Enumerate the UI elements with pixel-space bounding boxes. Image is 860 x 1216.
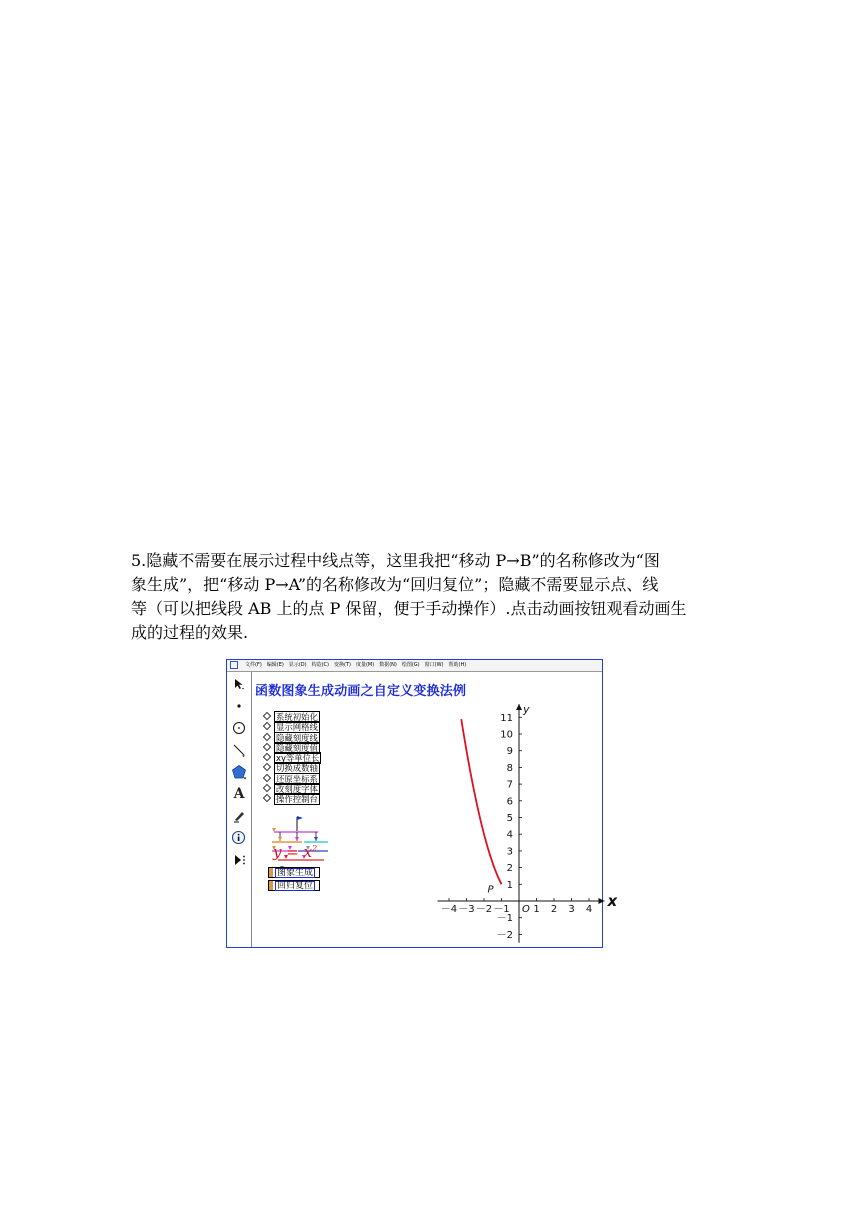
x-axis-arrow-icon xyxy=(599,898,605,904)
menu-number[interactable]: 数据(N) xyxy=(379,662,397,668)
y-tick-label: 3 xyxy=(506,846,513,858)
menu-help[interactable]: 帮助(H) xyxy=(448,662,467,668)
parabola-curve xyxy=(461,719,501,884)
x-tick-label: －1 xyxy=(493,904,510,915)
origin-label: O xyxy=(522,904,530,915)
straightedge-icon[interactable] xyxy=(230,741,248,759)
menu-file[interactable]: 文件(F) xyxy=(245,662,262,668)
y-tick-label: 10 xyxy=(500,729,513,741)
formula-base: x xyxy=(303,843,313,861)
x-tick-label: 2 xyxy=(550,904,558,915)
command-label[interactable]: 改刻度字体 xyxy=(276,784,318,795)
polygon-icon[interactable] xyxy=(230,763,248,781)
y-tick-label: 6 xyxy=(506,796,513,808)
x-tick-label: 3 xyxy=(568,904,575,915)
command-label[interactable]: 隐藏刻度值 xyxy=(276,742,318,753)
y-axis-arrow-icon xyxy=(516,704,522,710)
paragraph-line: 等（可以把线段 AB 上的点 P 保留，便于手动操作）.点击动画按钮观看动画生 xyxy=(131,599,687,618)
y-tick-label: －1 xyxy=(496,913,513,925)
menu-transform[interactable]: 变换(T) xyxy=(334,662,351,668)
formula-lhs: y xyxy=(273,843,282,861)
info-icon[interactable] xyxy=(230,829,248,847)
y-tick-label: 5 xyxy=(506,813,513,824)
marker-icon[interactable] xyxy=(230,807,248,825)
command-label[interactable]: 隐藏刻度线 xyxy=(276,732,318,743)
y-tick-label: －2 xyxy=(496,929,513,941)
point-icon[interactable] xyxy=(230,697,248,715)
y-tick-label: 1 xyxy=(506,879,513,891)
menu-construct[interactable]: 构造(C) xyxy=(311,662,330,668)
y-tick-label: 2 xyxy=(506,863,513,875)
custom-tool-icon[interactable] xyxy=(230,851,248,869)
menu-display[interactable]: 显示(D) xyxy=(288,662,307,668)
sketch-canvas[interactable] xyxy=(252,672,618,947)
command-label[interactable]: xy等单位长 xyxy=(276,753,320,764)
command-label[interactable]: 系统初始化 xyxy=(276,712,318,722)
formula-exponent: 2 xyxy=(312,844,318,853)
reset-label: 回归复位 xyxy=(277,880,314,891)
menu-window[interactable]: 窗口(W) xyxy=(424,662,444,668)
x-tick-label: 4 xyxy=(585,904,593,915)
x-tick-label: －2 xyxy=(475,904,493,915)
y-tick-label: 4 xyxy=(506,829,513,841)
sketchpad-screenshot xyxy=(226,659,618,948)
x-axis-label: x xyxy=(607,892,618,910)
command-label[interactable]: 切换成数轴 xyxy=(276,763,318,774)
compass-icon[interactable] xyxy=(230,719,248,737)
coordinate-plot xyxy=(252,672,618,948)
sketch-title: 函数图象生成动画之自定义变换法例 xyxy=(255,684,467,699)
paragraph-line: 象生成”，把“移动 P→A”的名称修改为“回归复位”；隐藏不需要显示点、线 xyxy=(131,575,659,594)
arrow-select-icon[interactable] xyxy=(230,675,248,693)
text-icon[interactable]: A xyxy=(233,786,245,802)
app-icon xyxy=(230,661,238,669)
x-tick-label: 1 xyxy=(533,904,540,915)
x-tick-label: －4 xyxy=(440,904,458,915)
y-tick-label: 9 xyxy=(506,746,513,758)
command-label[interactable]: 操作控制台 xyxy=(276,794,318,805)
y-tick-label: 7 xyxy=(506,779,513,791)
instruction-paragraph xyxy=(131,549,731,645)
formula-equals: = xyxy=(286,843,299,861)
menu-edit[interactable]: 编辑(E) xyxy=(266,662,284,668)
toolbox xyxy=(227,672,252,947)
y-tick-label: 11 xyxy=(500,712,513,724)
paragraph-line: 5.隐藏不需要在展示过程中线点等，这里我把“移动 P→B”的名称修改为“图 xyxy=(131,551,660,570)
y-axis-label: y xyxy=(523,702,530,716)
menu-measure[interactable]: 度量(M) xyxy=(355,662,375,668)
command-label[interactable]: 显示网格线 xyxy=(276,722,318,733)
command-label[interactable]: 还原坐标系 xyxy=(276,773,318,784)
y-tick-label: 8 xyxy=(506,762,513,774)
x-tick-label: －3 xyxy=(458,904,475,915)
menu-graph[interactable]: 绘图(G) xyxy=(401,662,420,668)
generate-graph-label: 图象生成 xyxy=(277,867,314,878)
point-p-label: P xyxy=(487,884,494,896)
menu-bar xyxy=(227,660,602,672)
paragraph-line: 成的过程的效果. xyxy=(131,623,249,642)
